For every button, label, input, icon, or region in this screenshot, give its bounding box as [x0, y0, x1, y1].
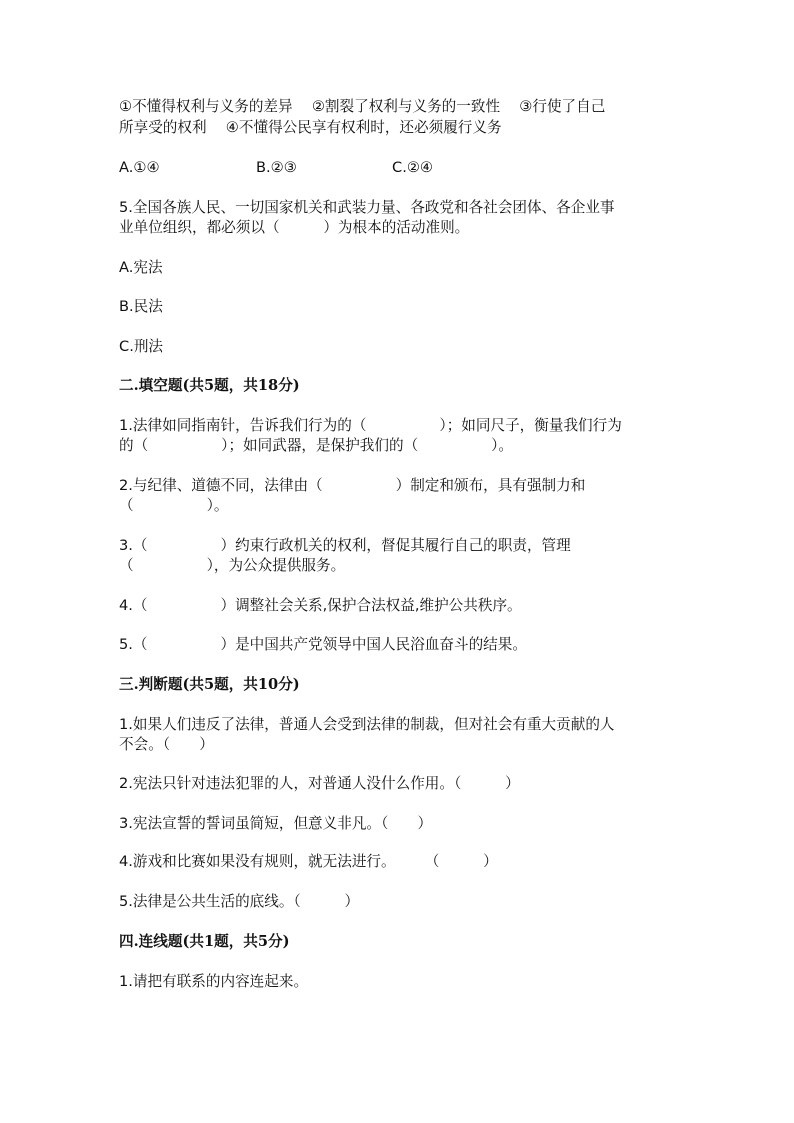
q4-option-b: B.②③	[256, 159, 297, 176]
judge-q2: 2.宪法只针对违法犯罪的人，对普通人没什么作用。（ ）	[119, 775, 520, 792]
fill-q1-line1: 1.法律如同指南针，告诉我们行为的（ ）；如同尺子，衡量我们行为	[119, 417, 622, 434]
section3-heading: 三.判断题(共5题，共10分)	[119, 676, 300, 693]
q4-option-c: C.②④	[392, 159, 433, 176]
fill-q4: 4.（ ）调整社会关系,保护合法权益,维护公共秩序。	[119, 597, 522, 614]
q4-statements-line1: ①不懂得权利与义务的差异 ②割裂了权利与义务的一致性 ③行使了自己	[119, 98, 606, 115]
match-q1: 1.请把有联系的内容连起来。	[119, 973, 309, 990]
section4-heading: 四.连线题(共1题，共5分)	[119, 933, 290, 950]
section2-heading: 二.填空题(共5题，共18分)	[119, 377, 300, 394]
judge-q5: 5.法律是公共生活的底线。（ ）	[119, 893, 360, 910]
q4-option-a: A.①④	[119, 159, 160, 176]
judge-q3: 3.宪法宣誓的誓词虽简短，但意义非凡。（ ）	[119, 815, 433, 832]
fill-q1-line2: 的（ ）；如同武器，是保护我们的（ ）。	[119, 437, 514, 454]
judge-q4: 4.游戏和比赛如果没有规则，就无法进行。 （ ）	[119, 853, 498, 870]
q5-option-b: B.民法	[119, 298, 163, 315]
judge-q1-line2: 不会。（ ）	[119, 736, 214, 753]
fill-q3-line2: （ ），为公众提供服务。	[119, 557, 346, 574]
q5-option-c: C.刑法	[119, 338, 164, 355]
q5-stem-line1: 5.全国各族人民、一切国家机关和武装力量、各政党和各社会团体、各企业事	[119, 199, 615, 216]
fill-q2-line2: （ ）。	[119, 497, 229, 514]
fill-q2-line1: 2.与纪律、道德不同，法律由（ ）制定和颁布，具有强制力和	[119, 477, 586, 494]
q4-statements-line2: 所享受的权利 ④不懂得公民享有权利时，还必须履行义务	[119, 119, 502, 136]
q5-option-a: A.宪法	[119, 259, 163, 276]
judge-q1-line1: 1.如果人们违反了法律，普通人会受到法律的制裁，但对社会有重大贡献的人	[119, 716, 615, 733]
q5-stem-line2: 业单位组织，都必须以（ ）为根本的活动准则。	[119, 219, 470, 236]
fill-q5: 5.（ ）是中国共产党领导中国人民浴血奋斗的结果。	[119, 636, 527, 653]
fill-q3-line1: 3.（ ）约束行政机关的权利，督促其履行自己的职责，管理	[119, 537, 571, 554]
